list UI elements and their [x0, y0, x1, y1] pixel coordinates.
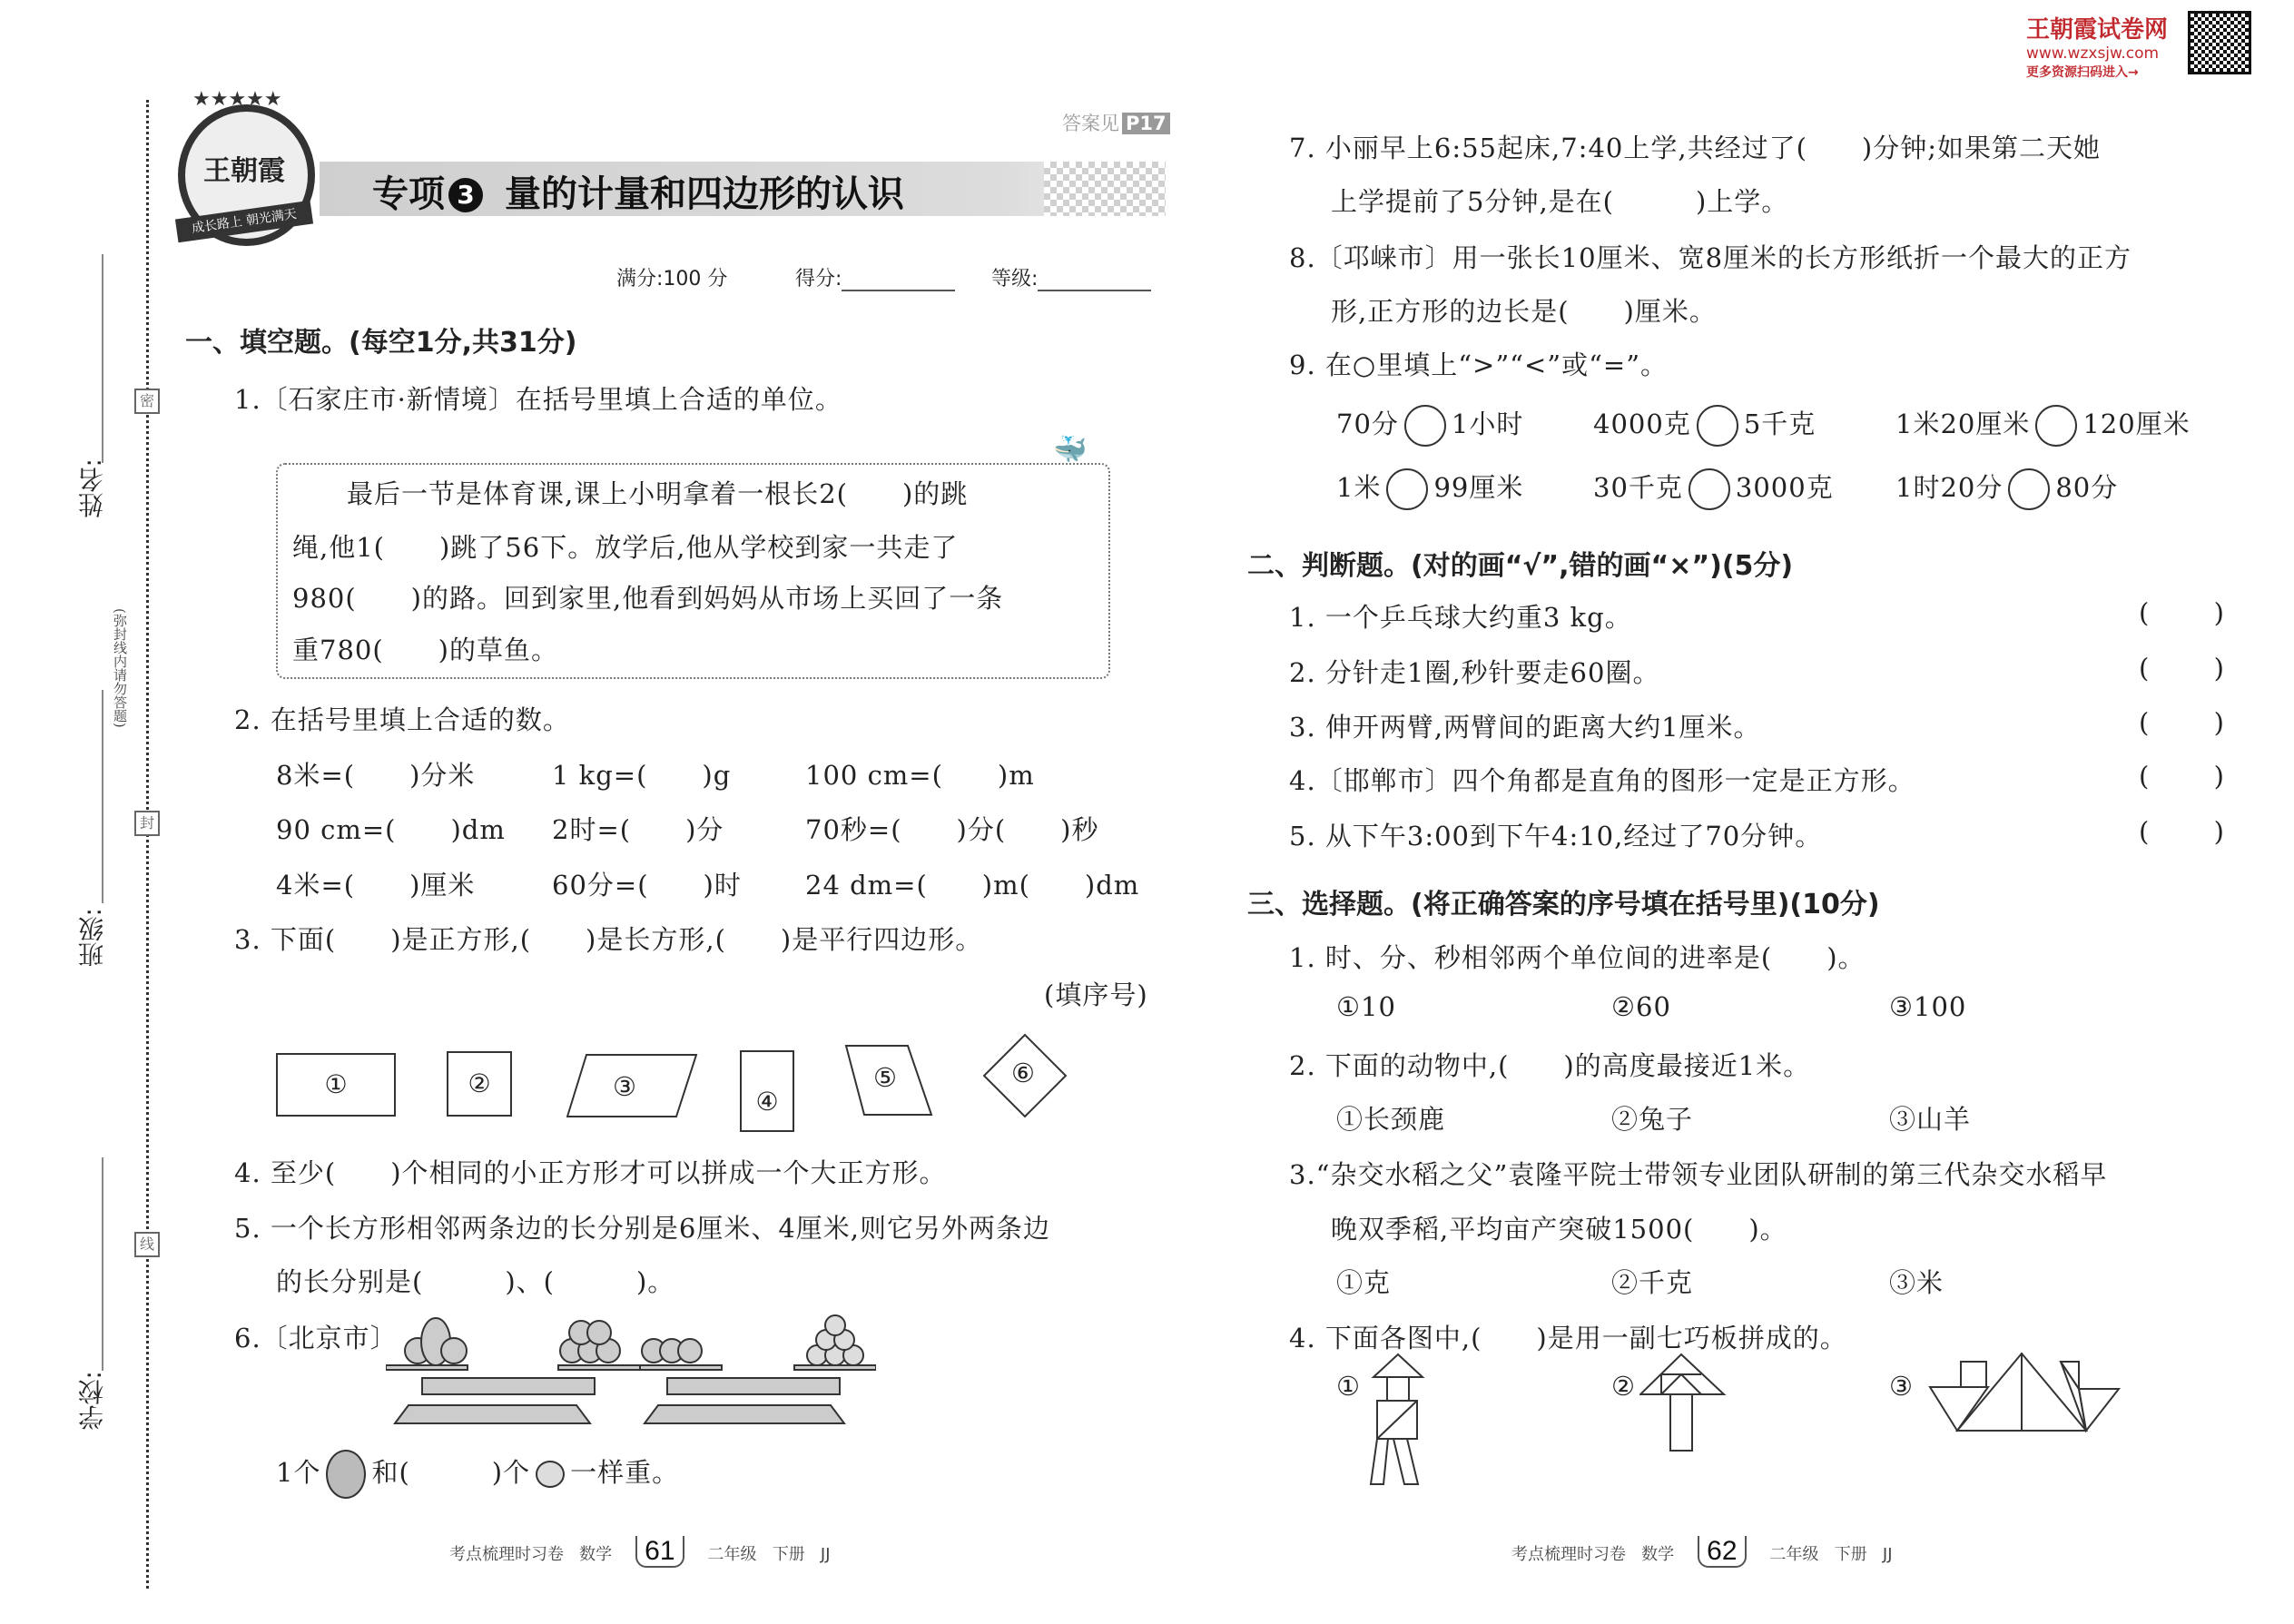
- grade-label: 等级:: [991, 268, 1039, 290]
- watermark-hint: 更多资源扫码进入→: [2026, 65, 2139, 80]
- question-8-cont: 形,正方形的边长是( )厘米。: [1331, 296, 1717, 327]
- answer-parens[interactable]: ( ): [2139, 597, 2224, 628]
- shape-label: ③: [613, 1071, 637, 1102]
- seal-mi: 密: [134, 389, 160, 414]
- class-line: [102, 690, 103, 903]
- conversion-item: 4米=( )厘米: [276, 870, 476, 901]
- footer-book: 考点梳理时习卷: [1511, 1545, 1626, 1564]
- answer-page: P17: [1122, 113, 1170, 134]
- footer-subject: 数学: [1641, 1545, 1675, 1564]
- grade-field[interactable]: [991, 263, 1151, 291]
- answer-parens[interactable]: ( ): [2139, 707, 2224, 738]
- compare-item: 1米 99厘米: [1336, 468, 1523, 510]
- question-8: 8.〔邛崃市〕用一张长10厘米、宽8厘米的长方形纸折一个最大的正方: [1289, 242, 2132, 273]
- orange-icon: [536, 1461, 565, 1488]
- compare-circle[interactable]: [2008, 468, 2050, 510]
- choice-option: ②60: [1611, 991, 1671, 1022]
- topic-label: 专项: [372, 173, 445, 215]
- choice-question: 4. 下面各图中,( )是用一副七巧板拼成的。: [1289, 1323, 1847, 1353]
- answer-parens[interactable]: ( ): [2139, 653, 2224, 684]
- stars-icon: ★★★★★: [192, 88, 282, 111]
- shape-label: ⑤: [873, 1062, 898, 1093]
- choice-option: ②: [1611, 1371, 1636, 1402]
- question-5: 5. 一个长方形相邻两条边的长分别是6厘米、4厘米,则它另外两条边: [234, 1213, 1051, 1244]
- score-label: 得分:: [795, 268, 842, 290]
- conversion-item: 100 cm=( )m: [805, 760, 1035, 791]
- question-7-cont: 上学提前了5分钟,是在( )上学。: [1331, 186, 1789, 217]
- seal-feng: 封: [134, 811, 160, 836]
- answer-parens[interactable]: ( ): [2139, 761, 2224, 792]
- binding-dotted-line: [146, 100, 149, 1589]
- section-true-false: 二、判断题。(对的画“√”,错的画“×”)(5分): [1247, 550, 1794, 582]
- conversion-item: 8米=( )分米: [276, 760, 476, 791]
- conversion-item: 2时=( )分: [552, 814, 724, 845]
- name-line: [102, 254, 103, 463]
- question-9: 9. 在○里填上“>”“<”或“=”。: [1289, 349, 1669, 380]
- watermark-url[interactable]: www.wzxsjw.com: [2026, 44, 2160, 63]
- conversion-item: 70秒=( )分( )秒: [805, 814, 1099, 845]
- score-field[interactable]: [795, 263, 955, 291]
- class-label: 班级:: [77, 908, 107, 968]
- compare-item: 4000克 5千克: [1593, 404, 1816, 447]
- full-score: 满分:100 分: [616, 268, 728, 290]
- choice-question: 1. 时、分、秒相邻两个单位间的进率是( )。: [1289, 942, 1866, 973]
- compare-item: 70分 1小时: [1336, 404, 1523, 447]
- question-1: 1.〔石家庄市·新情境〕在括号里填上合适的单位。: [234, 384, 842, 415]
- judge-item: 2. 分针走1圈,秒针要走60圈。: [1289, 657, 1660, 688]
- choice-option: ①: [1336, 1371, 1361, 1402]
- choice-option: ①克: [1336, 1267, 1392, 1298]
- seal-xian: 线: [134, 1232, 160, 1257]
- shape-tall-rectangle: ④: [740, 1050, 794, 1132]
- footer-right: [1511, 1536, 1893, 1567]
- conversion-item: 90 cm=( )dm: [276, 814, 506, 845]
- question-2: 2. 在括号里填上合适的数。: [234, 704, 570, 735]
- choice-option: ③: [1889, 1371, 1914, 1402]
- choice-option: ③米: [1889, 1267, 1944, 1298]
- choice-option: ②兔子: [1611, 1104, 1694, 1135]
- conversion-item: 24 dm=( )m( )dm: [805, 870, 1140, 901]
- compare-item: 30千克 3000克: [1593, 468, 1834, 510]
- binding-notice: (弥封线内请勿答题): [112, 608, 128, 728]
- answer-ref-label: 答案见: [1062, 113, 1119, 134]
- site-watermark: [2026, 11, 2168, 81]
- school-line: [102, 1157, 103, 1371]
- compare-circle[interactable]: [1689, 468, 1730, 510]
- story-line: 980( )的路。回到家里,他看到妈妈从市场上买回了一条: [292, 583, 1004, 614]
- answer-reference: [1062, 109, 1170, 136]
- topic-title: 量的计量和四边形的认识: [505, 173, 904, 215]
- pear-icon: [326, 1450, 366, 1499]
- topic-number: 3: [448, 178, 483, 212]
- q6-text: 一样重。: [570, 1457, 680, 1488]
- shape-label: ⑥: [1011, 1058, 1036, 1088]
- question-5-cont: 的长分别是( )、( )。: [276, 1266, 675, 1297]
- compare-item: 1米20厘米 120厘米: [1895, 404, 2191, 447]
- q3-note: (填序号): [1044, 979, 1148, 1010]
- choice-option: ③100: [1889, 991, 1967, 1022]
- compare-circle[interactable]: [1697, 405, 1738, 447]
- choice-question-cont: 晚双季稻,平均亩产突破1500( )。: [1331, 1214, 1787, 1245]
- footer-edition: JJ: [820, 1545, 831, 1564]
- question-4: 4. 至少( )个相同的小正方形才可以拼成一个大正方形。: [234, 1157, 947, 1188]
- answer-parens[interactable]: ( ): [2139, 816, 2224, 847]
- question-6: 6.〔北京市〕: [234, 1323, 398, 1353]
- footer-volume: 下册: [1834, 1545, 1867, 1564]
- section-choice: 三、选择题。(将正确答案的序号填在括号里)(10分): [1247, 889, 1880, 920]
- choice-question: 3.“杂交水稻之父”袁隆平院士带领专业团队研制的第三代杂交水稻早: [1289, 1159, 2108, 1190]
- page-number: 61: [635, 1536, 684, 1568]
- judge-item: 3. 伸开两臂,两臂间的距离大约1厘米。: [1289, 712, 1761, 743]
- footer-grade: 二年级: [707, 1545, 757, 1564]
- conversion-item: 1 kg=( )g: [552, 760, 732, 791]
- story-line: 绳,他1( )跳了56下。放学后,他从学校到家一共走了: [292, 532, 959, 563]
- footer-volume: 下册: [772, 1545, 805, 1564]
- choice-option: ③山羊: [1889, 1104, 1972, 1135]
- brand-logo: [178, 88, 315, 246]
- footer-edition: JJ: [1882, 1545, 1893, 1564]
- conversion-item: 60分=( )时: [552, 870, 742, 901]
- tangram-figure-tree: [1639, 1353, 1730, 1462]
- compare-circle[interactable]: [1404, 405, 1446, 447]
- choice-option: ①10: [1336, 991, 1396, 1022]
- logo-ribbon: 成长路上 朝光满天: [175, 201, 313, 243]
- name-label: 姓名:: [77, 458, 107, 518]
- watermark-brand: 王朝霞试卷网: [2026, 16, 2169, 44]
- logo-text: 王朝霞: [203, 155, 285, 187]
- whale-icon: 🐳: [1053, 434, 1088, 466]
- question-3: 3. 下面( )是正方形,( )是长方形,( )是平行四边形。: [234, 924, 983, 955]
- balance-scales-illustration: [386, 1314, 876, 1428]
- judge-item: 4.〔邯郸市〕四个角都是直角的图形一定是正方形。: [1289, 765, 1915, 796]
- story-line: 最后一节是体育课,课上小明拿着一根长2( )的跳: [292, 478, 969, 509]
- choice-option: ①长颈鹿: [1336, 1104, 1446, 1135]
- tangram-figure-boat: [1925, 1353, 2124, 1434]
- story-line: 重780( )的草鱼。: [292, 635, 558, 665]
- shape-square: ②: [447, 1051, 512, 1117]
- choice-question: 2. 下面的动物中,( )的高度最接近1米。: [1289, 1050, 1811, 1081]
- judge-item: 5. 从下午3:00到下午4:10,经过了70分钟。: [1289, 821, 1823, 851]
- footer-book: 考点梳理时习卷: [449, 1545, 564, 1564]
- q6-text: 和( )个: [371, 1457, 531, 1488]
- checker-decoration: [1044, 162, 1166, 216]
- choice-option: ②千克: [1611, 1267, 1694, 1298]
- judge-item: 1. 一个乒乓球大约重3 kg。: [1289, 602, 1632, 633]
- q6-answer-line: [276, 1450, 679, 1499]
- footer-subject: 数学: [579, 1545, 613, 1564]
- compare-circle[interactable]: [2035, 405, 2077, 447]
- school-label: 学校:: [77, 1371, 107, 1431]
- page-title: [372, 165, 904, 217]
- question-7: 7. 小丽早上6:55起床,7:40上学,共经过了( )分钟;如果第二天她: [1289, 133, 2101, 163]
- compare-circle[interactable]: [1386, 468, 1428, 510]
- page-number: 62: [1698, 1536, 1746, 1568]
- compare-item: 1时20分 80分: [1895, 468, 2118, 510]
- qr-code-icon[interactable]: [2188, 11, 2251, 74]
- footer-left: [449, 1536, 831, 1567]
- q6-text: 1个: [276, 1457, 321, 1488]
- tangram-figure-person: [1362, 1353, 1434, 1489]
- footer-grade: 二年级: [1769, 1545, 1819, 1564]
- section-fill-blank: 一、填空题。(每空1分,共31分): [185, 327, 577, 359]
- shape-rectangle: ①: [276, 1053, 396, 1117]
